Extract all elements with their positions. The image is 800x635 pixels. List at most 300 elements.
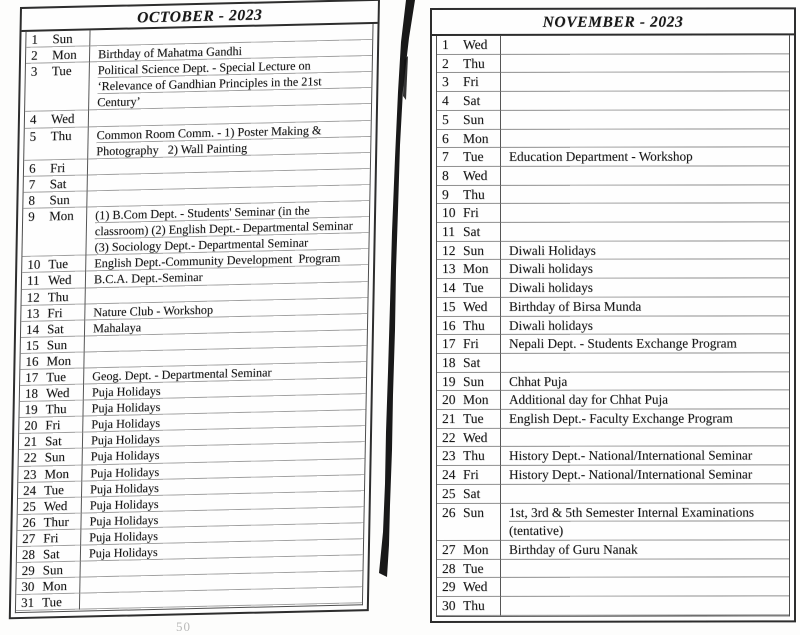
event-cell	[86, 201, 369, 256]
event-cell	[501, 73, 789, 92]
day-name: Sat	[463, 93, 481, 109]
event-text: Chhat Puja	[509, 373, 568, 389]
event-cell	[501, 503, 789, 541]
day-name: Mon	[51, 46, 77, 63]
day-cell	[26, 46, 90, 64]
calendar-row-november-3	[437, 73, 789, 92]
page-number-smudge: 50	[176, 619, 191, 634]
event-text: Puja Holidays	[90, 448, 160, 464]
day-name: Mon	[42, 578, 68, 594]
event-text: Education Department - Workshop	[509, 148, 693, 165]
day-cell	[437, 503, 501, 540]
calendar-row-november-8	[437, 166, 789, 185]
day-cell	[20, 385, 84, 403]
day-name: Wed	[463, 579, 488, 595]
day-name: Thu	[50, 127, 72, 143]
event-text: Mahalaya	[92, 319, 142, 336]
event-text: Diwali holidays	[509, 317, 593, 333]
event-text: Additional day for Chhat Puja	[509, 391, 668, 408]
calendar-row-november-15	[437, 297, 789, 316]
event-text	[509, 129, 789, 148]
calendar-row-november-25	[437, 484, 789, 503]
day-number: 5	[29, 128, 37, 144]
calendar-row-november-5	[437, 110, 789, 129]
day-number: 3	[30, 63, 38, 79]
day-number: 23	[23, 466, 37, 482]
day-cell	[437, 447, 501, 466]
day-name: Tue	[463, 280, 484, 296]
day-cell	[437, 597, 501, 616]
event-cell	[501, 110, 789, 129]
day-number: 20	[24, 417, 38, 434]
day-number: 1	[442, 36, 449, 52]
event-text	[509, 54, 789, 73]
calendar-row-november-9	[437, 185, 789, 204]
day-name: Tue	[463, 560, 484, 576]
event-text	[509, 73, 789, 92]
day-cell	[437, 373, 501, 392]
day-number: 14	[25, 321, 40, 337]
event-text: Puja Holidays	[90, 432, 160, 448]
day-name: Mon	[46, 352, 72, 369]
day-name: Tue	[41, 594, 62, 610]
calendar-row-october-9	[22, 201, 369, 257]
day-number: 2	[442, 55, 449, 71]
day-name: Wed	[463, 429, 488, 445]
event-text	[509, 35, 789, 54]
day-number: 15	[442, 298, 456, 314]
day-cell	[437, 485, 501, 504]
day-number: 1	[31, 31, 39, 47]
day-cell	[437, 73, 501, 92]
day-cell	[21, 336, 85, 354]
day-number: 18	[24, 385, 39, 401]
calendar-row-november-22	[437, 428, 789, 447]
day-number: 8	[442, 167, 449, 183]
calendar-row-november-6	[437, 129, 789, 148]
day-cell	[437, 560, 501, 579]
day-name: Thur	[43, 513, 69, 530]
calendar-row-november-27	[437, 540, 789, 559]
day-name: Mon	[463, 130, 489, 146]
day-name: Fri	[463, 74, 479, 90]
event-text: classroom) (2) English Dept.- Departmental Seminar	[95, 217, 369, 239]
event-text	[509, 578, 789, 597]
day-cell	[21, 304, 85, 322]
event-cell	[89, 56, 372, 111]
day-cell	[16, 594, 80, 612]
day-number: 28	[442, 560, 456, 576]
day-name: Wed	[50, 111, 75, 127]
day-cell	[23, 191, 87, 209]
day-cell	[16, 578, 80, 596]
event-cell	[501, 204, 789, 223]
day-number: 19	[442, 373, 456, 389]
event-cell	[501, 466, 789, 485]
calendar-table-october	[9, 0, 380, 619]
day-name: Thu	[463, 448, 485, 464]
day-number: 17	[442, 336, 456, 352]
event-text: Birthday of Guru Nanak	[509, 541, 638, 557]
event-cell	[501, 484, 789, 503]
day-cell	[21, 320, 85, 338]
day-cell	[437, 298, 501, 317]
event-cell	[501, 129, 789, 148]
day-cell	[22, 256, 86, 274]
calendar-row-november-1	[437, 35, 789, 54]
day-name: Mon	[463, 261, 489, 277]
event-text	[509, 185, 789, 204]
day-name: Mon	[49, 207, 74, 224]
day-number: 10	[27, 256, 41, 273]
day-cell	[18, 465, 82, 483]
event-text	[509, 559, 789, 578]
day-cell	[437, 466, 501, 485]
calendar-rows-november	[436, 35, 790, 617]
day-cell	[17, 546, 81, 564]
event-text	[509, 166, 789, 185]
day-cell	[437, 541, 501, 560]
event-text: Puja Holidays	[89, 512, 159, 529]
event-cell	[501, 372, 789, 391]
event-cell	[501, 428, 789, 447]
event-text: History Dept.- National/International Seminar	[509, 447, 753, 464]
day-name: Fri	[49, 159, 66, 176]
day-number: 24	[442, 467, 456, 483]
calendar-row-november-24	[437, 466, 789, 485]
event-text: Puja Holidays	[90, 480, 159, 497]
day-name: Sun	[463, 111, 485, 127]
calendar-row-november-26	[437, 503, 789, 541]
day-number: 17	[25, 369, 39, 385]
day-cell	[20, 369, 84, 387]
day-number: 18	[442, 354, 456, 370]
calendar-row-november-19	[437, 372, 789, 391]
day-number: 28	[21, 546, 36, 562]
calendar-row-october-3	[25, 56, 372, 112]
day-cell	[437, 223, 501, 242]
day-number: 7	[28, 176, 36, 192]
day-name: Sun	[49, 191, 70, 208]
day-cell	[19, 449, 83, 467]
day-name: Tue	[48, 256, 69, 272]
day-number: 27	[442, 541, 456, 557]
day-name: Sat	[463, 485, 481, 501]
day-number: 6	[28, 160, 36, 176]
day-name: Wed	[43, 497, 68, 514]
day-cell	[437, 148, 501, 167]
day-number: 6	[442, 130, 449, 146]
day-number: 3	[442, 74, 449, 90]
day-name: Mon	[44, 465, 70, 481]
calendar-row-november-17	[437, 335, 789, 354]
day-number: 20	[442, 392, 456, 408]
calendar-row-november-12	[437, 241, 789, 260]
event-cell	[501, 260, 789, 279]
day-cell	[437, 260, 501, 279]
day-cell	[24, 175, 88, 193]
event-cell	[501, 335, 789, 354]
calendar-row-november-13	[437, 260, 789, 279]
event-text: Birthday of Birsa Munda	[509, 298, 642, 314]
day-number: 30	[21, 578, 35, 595]
day-name: Sun	[42, 562, 64, 578]
day-name: Thu	[463, 55, 485, 71]
calendar-row-november-21	[437, 409, 789, 428]
day-name: Thu	[463, 597, 485, 614]
event-text: Puja Holidays	[90, 464, 160, 480]
day-name: Sun	[463, 373, 485, 389]
day-name: Fri	[463, 467, 479, 483]
day-cell	[437, 391, 501, 410]
event-text	[509, 428, 789, 447]
day-name: Sat	[46, 320, 64, 337]
event-text: English Dept.- Faculty Exchange Program	[509, 410, 733, 426]
day-number: 15	[25, 337, 39, 353]
event-text	[509, 484, 789, 503]
day-number: 7	[442, 149, 449, 165]
day-number: 14	[442, 280, 456, 296]
day-name: Wed	[463, 298, 488, 314]
day-number: 4	[442, 93, 449, 109]
event-cell	[501, 596, 789, 615]
day-cell	[437, 36, 501, 55]
calendar-row-november-20	[437, 391, 789, 410]
day-number: 2	[30, 47, 38, 63]
day-number: 31	[20, 594, 35, 611]
day-name: Sat	[463, 223, 481, 239]
day-name: Fri	[47, 304, 63, 320]
event-cell	[501, 222, 789, 241]
day-number: 21	[442, 411, 456, 427]
day-cell	[437, 279, 501, 298]
calendar-page-october	[9, 0, 380, 619]
day-number: 8	[28, 192, 36, 208]
event-text: ‘Relevance of Gandhian Principles in the 21st	[97, 72, 371, 94]
day-cell	[26, 30, 90, 48]
day-name: Tue	[51, 63, 72, 79]
day-number: 11	[442, 223, 455, 240]
day-name: Sun	[463, 504, 485, 520]
day-name: Sun	[52, 30, 73, 47]
day-name: Sat	[42, 546, 60, 562]
day-number: 9	[28, 208, 35, 224]
calendar-row-november-28	[437, 559, 789, 578]
event-cell	[501, 185, 789, 204]
calendar-row-november-4	[437, 91, 789, 110]
calendar-row-november-11	[437, 222, 789, 241]
day-number: 25	[442, 485, 456, 501]
calendar-row-november-14	[437, 279, 789, 298]
day-number: 5	[442, 111, 449, 127]
event-text: Puja Holidays	[88, 544, 158, 561]
day-name: Fri	[463, 336, 479, 352]
calendar-table-november	[430, 7, 796, 623]
day-name: Thu	[463, 317, 485, 333]
day-number: 26	[22, 514, 36, 530]
event-text	[509, 110, 789, 129]
event-text	[509, 353, 789, 372]
day-name: Wed	[47, 272, 72, 288]
day-name: Thu	[47, 288, 69, 304]
calendar-row-november-29	[437, 578, 789, 597]
day-number: 22	[442, 429, 456, 445]
event-cell	[501, 166, 789, 185]
day-number: 9	[442, 186, 449, 202]
event-cell	[501, 409, 789, 428]
day-name: Mon	[463, 392, 489, 408]
event-cell	[501, 91, 789, 110]
day-number: 16	[25, 353, 39, 369]
day-number: 24	[23, 482, 37, 498]
day-name: Wed	[463, 167, 488, 183]
day-number: 21	[23, 433, 38, 450]
day-name: Sun	[46, 336, 68, 353]
day-cell	[437, 429, 501, 448]
day-name: Tue	[463, 149, 484, 165]
event-text: Puja Holidays	[91, 399, 161, 416]
day-cell	[22, 288, 86, 306]
calendar-row-november-16	[437, 316, 789, 335]
day-name: Thu	[45, 401, 67, 417]
calendar-rows-october	[15, 24, 374, 613]
event-text: English Dept.-Community Development Program	[94, 251, 341, 271]
day-number: 23	[442, 448, 456, 464]
day-cell	[25, 63, 90, 113]
day-name: Fri	[45, 417, 61, 433]
event-text	[509, 204, 789, 223]
day-number: 11	[26, 272, 40, 289]
calendar-row-november-2	[437, 54, 789, 73]
calendar-row-november-30	[437, 596, 789, 615]
day-name: Sat	[44, 433, 62, 449]
event-text: Nature Club - Workshop	[93, 302, 214, 319]
event-cell	[501, 353, 789, 372]
day-number: 27	[22, 530, 36, 546]
calendar-row-november-7	[437, 148, 789, 167]
day-number: 4	[29, 112, 37, 128]
event-text: (1) B.Com Dept. - Students' Seminar (in the	[95, 201, 369, 223]
event-cell	[501, 540, 789, 559]
day-number: 16	[442, 317, 456, 333]
event-text: Photography 2) Wall Painting	[96, 140, 248, 158]
day-cell	[437, 92, 501, 111]
calendar-row-november-10	[437, 204, 789, 223]
day-number: 29	[442, 579, 456, 595]
event-cell	[501, 297, 789, 316]
day-cell	[437, 55, 501, 74]
calendar-title-october: OCTOBER - 2023	[22, 1, 378, 32]
event-cell	[501, 279, 789, 298]
event-text: Political Science Dept. - Special Lecture on	[98, 56, 372, 78]
day-name: Mon	[463, 541, 489, 557]
day-cell	[18, 481, 82, 499]
day-name: Fri	[43, 530, 59, 546]
day-number: 13	[26, 305, 40, 321]
day-name: Sat	[463, 354, 481, 370]
day-name: Tue	[46, 368, 67, 385]
day-cell	[19, 417, 83, 435]
day-number: 12	[442, 242, 456, 258]
day-number: 19	[24, 401, 38, 418]
day-name: Wed	[463, 36, 488, 52]
event-text: (tentative)	[509, 523, 564, 539]
day-name: Wed	[45, 384, 70, 401]
day-number: 30	[442, 598, 456, 614]
day-cell	[18, 497, 82, 515]
event-text: (3) Sociology Dept.- Departmental Seminar	[94, 235, 309, 255]
day-name: Tue	[463, 410, 484, 427]
event-text: Geog. Dept. - Departmental Seminar	[92, 365, 272, 384]
event-cell	[501, 316, 789, 335]
event-cell	[501, 54, 789, 73]
day-number: 12	[26, 289, 40, 305]
day-cell	[437, 354, 501, 373]
day-cell	[437, 335, 501, 354]
day-cell	[437, 167, 501, 186]
day-cell	[437, 316, 501, 335]
event-text: Puja Holidays	[89, 496, 159, 513]
event-text: Common Room Comm. - 1) Poster Making &	[96, 121, 370, 143]
calendar-row-november-23	[437, 447, 789, 466]
day-cell	[19, 401, 83, 419]
day-name: Tue	[44, 481, 65, 498]
day-cell	[20, 352, 84, 370]
day-cell	[19, 433, 83, 451]
event-cell	[501, 35, 789, 54]
day-name: Thu	[463, 186, 485, 202]
day-cell	[437, 578, 501, 597]
event-cell	[501, 241, 789, 260]
day-cell	[437, 111, 501, 130]
event-text: Birthday of Mahatma Gandhi	[97, 44, 243, 62]
event-cell	[501, 148, 789, 167]
day-cell	[437, 186, 501, 205]
event-text: Diwali holidays	[509, 261, 593, 277]
day-cell	[22, 272, 86, 290]
day-number: 25	[22, 498, 36, 514]
day-cell	[24, 127, 89, 161]
event-text: Puja Holidays	[89, 528, 159, 545]
day-cell	[17, 513, 81, 531]
day-number: 22	[23, 450, 37, 466]
event-text: Diwali holidays	[509, 279, 593, 296]
day-cell	[17, 530, 81, 548]
event-cell	[501, 391, 789, 410]
calendar-page-november	[430, 7, 796, 623]
day-name: Fri	[463, 205, 479, 221]
day-number: 13	[442, 261, 456, 277]
day-cell	[437, 204, 501, 223]
day-cell	[437, 242, 501, 261]
day-name: Sat	[49, 175, 67, 192]
day-number: 26	[442, 504, 456, 520]
event-text	[509, 91, 789, 110]
event-text: Puja Holidays	[91, 383, 161, 400]
event-text: Century’	[97, 94, 141, 110]
day-cell	[22, 208, 87, 258]
event-text	[509, 222, 789, 241]
event-text	[509, 596, 789, 615]
event-cell	[501, 447, 789, 466]
event-text: B.C.A. Dept.-Seminar	[93, 270, 203, 287]
event-cell	[501, 578, 789, 597]
event-text: History Dept.- National/International Seminar	[509, 466, 753, 483]
event-cell	[501, 559, 789, 578]
day-number: 29	[21, 562, 35, 579]
event-text: Nepali Dept. - Students Exchange Program	[509, 335, 737, 352]
day-cell	[17, 562, 81, 580]
